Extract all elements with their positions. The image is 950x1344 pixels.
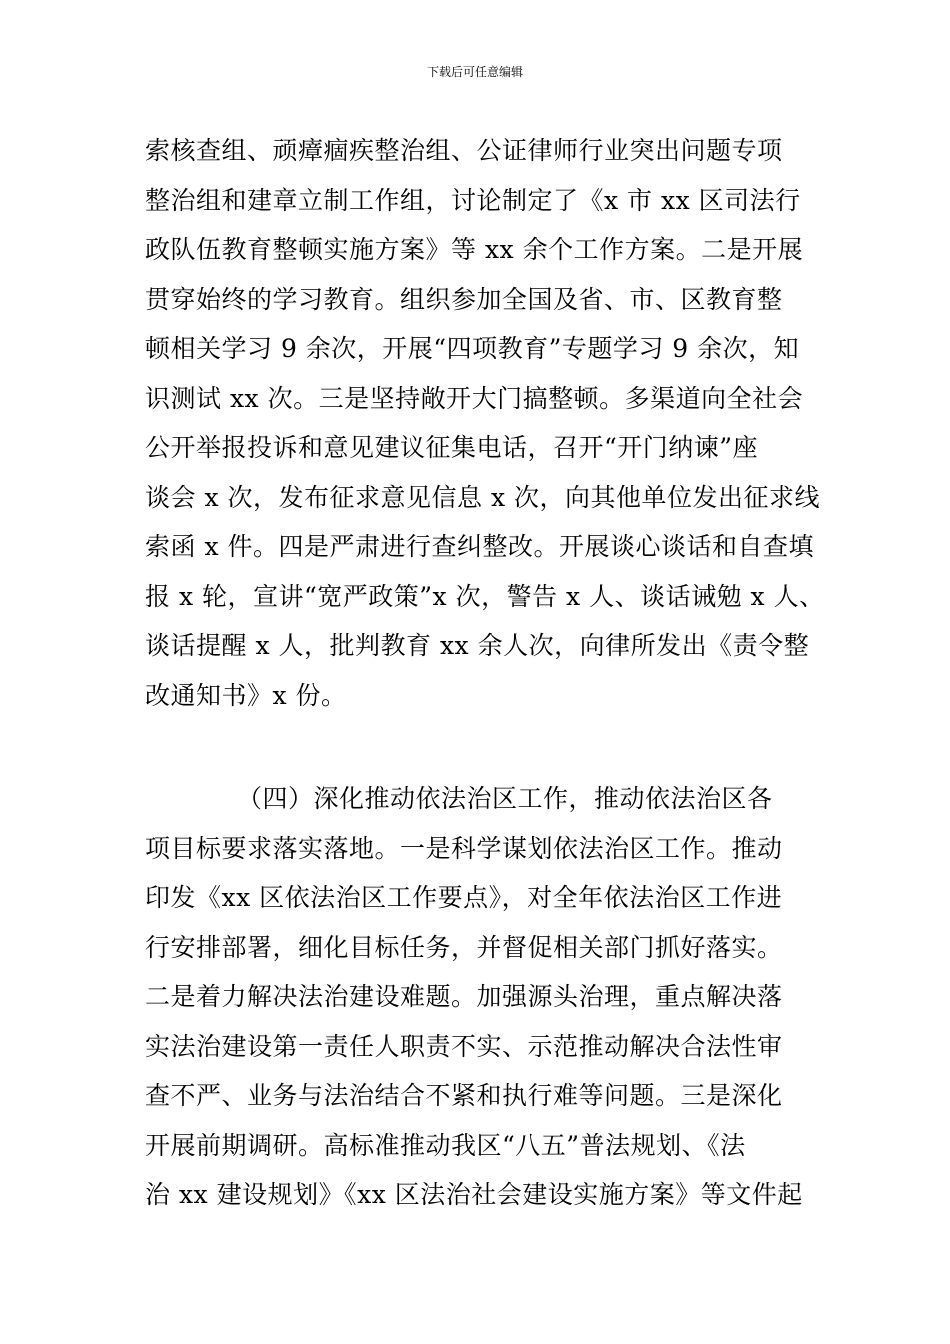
paragraph-2	[145, 774, 815, 1220]
paragraph-line: 开展前期调研。高标准推动我区“八五”普法规划、《法	[145, 1130, 746, 1160]
paragraph-1	[145, 126, 825, 720]
paragraph-line: 行安排部署，细化目标任务，并督促相关部门抓好落实。	[145, 932, 783, 962]
paragraph-line: 整治组和建章立制工作组，讨论制定了《x 市 xx 区司法行	[145, 185, 801, 215]
paragraph-line: 顿相关学习 9 余次，开展“四项教育”专题学习 9 余次，知	[145, 334, 800, 363]
paragraph-line: 公开举报投诉和意见建议征集电话，召开“开门纳谏”座	[145, 433, 759, 462]
paragraph-line: 实法治建设第一责任人职责不实、示范推动解决合法性审	[145, 1031, 783, 1061]
paragraph-line: 政队伍教育整顿实施方案》等 xx 余个工作方案。二是开展	[145, 235, 804, 264]
paragraph-line: 二是着力解决法治建设难题。加强源头治理，重点解决落	[145, 982, 783, 1011]
paragraph-line: 贯穿始终的学习教育。组织参加全国及省、市、区教育整	[145, 284, 783, 314]
paragraph-line: 谈会 x 次，发布征求意见信息 x 次，向其他单位发出征求线	[145, 482, 820, 512]
paragraph-line: 印发《xx 区依法治区工作要点》，对全年依法治区工作进	[145, 883, 783, 912]
paragraph-line: 改通知书》x 份。	[145, 680, 347, 710]
paragraph-line: 索核查组、顽瘴痼疾整治组、公证律师行业突出问题专项	[145, 136, 783, 165]
paragraph-line: 查不严、业务与法治结合不紧和执行难等问题。三是深化	[145, 1081, 783, 1110]
paragraph-line: 治 xx 建设规划》《xx 区法治社会建设实施方案》等文件起	[145, 1180, 803, 1209]
paragraph-line: 报 x 轮，宣讲“宽严政策”x 次，警告 x 人、谈话诫勉 x 人、	[145, 581, 825, 611]
paragraph-line: 索函 x 件。四是严肃进行查纠整改。开展谈心谈话和自查填	[145, 532, 814, 561]
section-heading-line: （四）深化推动依法治区工作，推动依法治区各	[237, 784, 773, 813]
paragraph-line: 项目标要求落实落地。一是科学谋划依法治区工作。推动	[145, 833, 783, 863]
paragraph-line: 识测试 xx 次。三是坚持敞开大门搞整顿。多渠道向全社会	[145, 383, 804, 413]
paragraph-line: 谈话提醒 x 人，批判教育 xx 余人次，向律所发出《责令整	[145, 631, 810, 660]
page-header-note: 下载后可任意编辑	[426, 65, 523, 79]
